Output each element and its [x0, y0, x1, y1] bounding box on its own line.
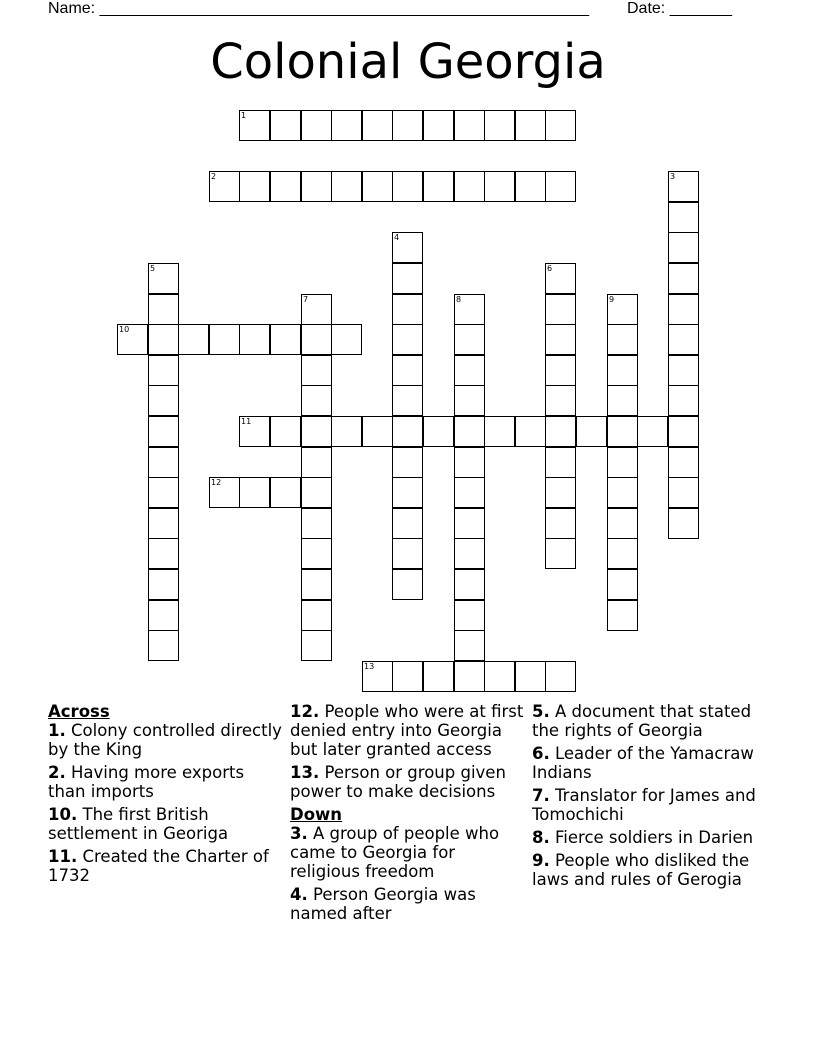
grid-cell[interactable] — [270, 171, 301, 202]
clue-column-3 — [532, 702, 770, 893]
grid-cell[interactable] — [545, 508, 576, 539]
grid-cell[interactable] — [454, 569, 485, 600]
clue-down-9: 9. People who disliked the laws and rules of Gerogia — [532, 851, 750, 889]
grid-cell[interactable] — [301, 569, 332, 600]
grid-cell[interactable] — [454, 110, 485, 141]
grid-cell[interactable] — [484, 661, 515, 692]
grid-cell[interactable] — [607, 324, 638, 355]
grid-cell[interactable] — [484, 171, 515, 202]
grid-cell[interactable] — [607, 294, 638, 325]
grid-cell[interactable] — [148, 355, 179, 386]
grid-cell[interactable] — [301, 630, 332, 661]
grid-cell[interactable] — [362, 661, 393, 692]
grid-cell[interactable] — [301, 508, 332, 539]
grid-cell[interactable] — [454, 538, 485, 569]
grid-cell[interactable] — [545, 661, 576, 692]
grid-cell[interactable] — [148, 538, 179, 569]
grid-cell[interactable] — [392, 477, 423, 508]
grid-cell[interactable] — [515, 110, 546, 141]
clue-across-10: 10. The first British settlement in Georiga — [48, 805, 229, 843]
grid-cell[interactable] — [545, 171, 576, 202]
grid-cell[interactable] — [607, 600, 638, 631]
grid-cell[interactable] — [423, 661, 454, 692]
grid-cell[interactable] — [454, 477, 485, 508]
grid-cell[interactable] — [301, 110, 332, 141]
grid-cell[interactable] — [209, 477, 240, 508]
grid-cell[interactable] — [668, 202, 699, 233]
clue-number: 12 — [211, 478, 222, 487]
grid-cell[interactable] — [607, 416, 638, 447]
grid-cell[interactable] — [515, 171, 546, 202]
grid-cell[interactable] — [423, 416, 454, 447]
grid-cell[interactable] — [454, 630, 485, 661]
clue-number: 8 — [456, 295, 462, 304]
grid-cell[interactable] — [392, 355, 423, 386]
grid-cell[interactable] — [545, 538, 576, 569]
clue-number: 3 — [670, 172, 676, 181]
grid-cell[interactable] — [515, 661, 546, 692]
clue-number: 5 — [150, 264, 156, 273]
clue-number: 6 — [547, 264, 553, 273]
grid-cell[interactable] — [545, 263, 576, 294]
grid-cell[interactable] — [607, 447, 638, 478]
grid-cell[interactable] — [484, 416, 515, 447]
grid-cell[interactable] — [362, 416, 393, 447]
clue-number: 2 — [211, 172, 217, 181]
grid-cell[interactable] — [239, 110, 270, 141]
grid-cell[interactable] — [454, 661, 485, 692]
grid-cell[interactable] — [668, 171, 699, 202]
grid-cell[interactable] — [301, 416, 332, 447]
grid-cell[interactable] — [423, 171, 454, 202]
grid-cell[interactable] — [392, 508, 423, 539]
grid-cell[interactable] — [454, 294, 485, 325]
grid-cell[interactable] — [515, 416, 546, 447]
grid-cell[interactable] — [545, 324, 576, 355]
clue-number: 13 — [364, 662, 375, 671]
grid-cell[interactable] — [454, 416, 485, 447]
grid-cell[interactable] — [392, 263, 423, 294]
grid-cell[interactable] — [270, 416, 301, 447]
clue-column-1 — [48, 702, 286, 889]
grid-cell[interactable] — [392, 232, 423, 263]
grid-cell[interactable] — [239, 477, 270, 508]
clue-across-13: 13. Person or group given power to make decisions — [290, 763, 506, 801]
clue-across-1: 1. Colony controlled directly by the King — [48, 721, 282, 759]
clue-down-4: 4. Person Georgia was named after — [290, 885, 476, 923]
grid-cell[interactable] — [454, 385, 485, 416]
grid-cell[interactable] — [392, 569, 423, 600]
name-field[interactable]: Name: _______________________________________________________ — [48, 0, 589, 17]
grid-cell[interactable] — [148, 477, 179, 508]
grid-cell[interactable] — [576, 416, 607, 447]
grid-cell[interactable] — [392, 110, 423, 141]
grid-cell[interactable] — [392, 324, 423, 355]
grid-cell[interactable] — [301, 600, 332, 631]
grid-cell[interactable] — [607, 355, 638, 386]
grid-cell[interactable] — [668, 508, 699, 539]
grid-cell[interactable] — [301, 294, 332, 325]
grid-cell[interactable] — [454, 355, 485, 386]
grid-cell[interactable] — [301, 447, 332, 478]
clue-number: 7 — [303, 295, 309, 304]
grid-cell[interactable] — [331, 324, 362, 355]
clue-down-3: 3. A group of people who came to Georgia for religious freedom — [290, 824, 500, 881]
grid-cell[interactable] — [545, 294, 576, 325]
grid-cell[interactable] — [209, 324, 240, 355]
grid-cell[interactable] — [239, 324, 270, 355]
grid-cell[interactable] — [423, 110, 454, 141]
grid-cell[interactable] — [270, 477, 301, 508]
clue-number: 4 — [394, 233, 400, 242]
grid-cell[interactable] — [484, 110, 515, 141]
grid-cell[interactable] — [607, 508, 638, 539]
grid-cell[interactable] — [362, 110, 393, 141]
clue-across-12: 12. People who were at first denied entry into Georgia but later granted access — [290, 702, 524, 759]
grid-cell[interactable] — [607, 569, 638, 600]
grid-cell[interactable] — [392, 416, 423, 447]
grid-cell[interactable] — [331, 171, 362, 202]
grid-cell[interactable] — [545, 110, 576, 141]
grid-cell[interactable] — [301, 538, 332, 569]
grid-cell[interactable] — [545, 416, 576, 447]
grid-cell[interactable] — [270, 324, 301, 355]
clue-number: 11 — [241, 417, 252, 426]
clue-number: 9 — [609, 295, 615, 304]
grid-cell[interactable] — [331, 110, 362, 141]
grid-cell[interactable] — [148, 447, 179, 478]
date-field[interactable]: Date: _______ — [627, 0, 732, 17]
clue-column-2 — [290, 702, 528, 927]
clue-across-2: 2. Having more exports than imports — [48, 763, 245, 801]
grid-cell[interactable] — [148, 630, 179, 661]
grid-cell[interactable] — [148, 416, 179, 447]
grid-cell[interactable] — [148, 263, 179, 294]
grid-cell[interactable] — [607, 385, 638, 416]
grid-cell[interactable] — [668, 263, 699, 294]
grid-cell[interactable] — [545, 355, 576, 386]
grid-cell[interactable] — [148, 569, 179, 600]
grid-cell[interactable] — [209, 171, 240, 202]
grid-cell[interactable] — [392, 447, 423, 478]
grid-cell[interactable] — [668, 355, 699, 386]
grid-cell[interactable] — [270, 110, 301, 141]
grid-cell[interactable] — [178, 324, 209, 355]
grid-cell[interactable] — [607, 477, 638, 508]
clue-across-11: 11. Created the Charter of 1732 — [48, 847, 269, 885]
grid-cell[interactable] — [117, 324, 148, 355]
grid-cell[interactable] — [301, 355, 332, 386]
grid-cell[interactable] — [392, 385, 423, 416]
grid-cell[interactable] — [392, 294, 423, 325]
clue-down-6: 6. Leader of the Yamacraw Indians — [532, 744, 754, 782]
grid-cell[interactable] — [668, 294, 699, 325]
grid-cell[interactable] — [668, 416, 699, 447]
grid-cell[interactable] — [454, 508, 485, 539]
grid-cell[interactable] — [239, 416, 270, 447]
grid-cell[interactable] — [454, 171, 485, 202]
grid-cell[interactable] — [301, 385, 332, 416]
grid-cell[interactable] — [454, 600, 485, 631]
grid-cell[interactable] — [454, 447, 485, 478]
grid-cell[interactable] — [148, 324, 179, 355]
clue-number: 1 — [241, 111, 247, 120]
clue-down-8: 8. Fierce soldiers in Darien — [532, 828, 754, 847]
clue-number: 10 — [119, 325, 130, 334]
grid-cell[interactable] — [607, 538, 638, 569]
grid-cell[interactable] — [668, 477, 699, 508]
clue-down-5: 5. A document that stated the rights of Georgia — [532, 702, 752, 740]
grid-cell[interactable] — [392, 538, 423, 569]
grid-cell[interactable] — [301, 324, 332, 355]
grid-cell[interactable] — [362, 171, 393, 202]
grid-cell[interactable] — [148, 385, 179, 416]
grid-cell[interactable] — [545, 477, 576, 508]
grid-cell[interactable] — [392, 661, 423, 692]
grid-cell[interactable] — [301, 171, 332, 202]
grid-cell[interactable] — [331, 416, 362, 447]
grid-cell[interactable] — [668, 324, 699, 355]
grid-cell[interactable] — [668, 232, 699, 263]
grid-cell[interactable] — [148, 508, 179, 539]
grid-cell[interactable] — [545, 447, 576, 478]
grid-cell[interactable] — [545, 385, 576, 416]
grid-cell[interactable] — [239, 171, 270, 202]
grid-cell[interactable] — [392, 171, 423, 202]
grid-cell[interactable] — [668, 447, 699, 478]
clue-down-7: 7. Translator for James and Tomochichi — [532, 786, 756, 824]
grid-cell[interactable] — [148, 600, 179, 631]
across-heading: Across — [48, 702, 110, 721]
grid-cell[interactable] — [637, 416, 668, 447]
grid-cell[interactable] — [668, 385, 699, 416]
grid-cell[interactable] — [301, 477, 332, 508]
grid-cell[interactable] — [148, 294, 179, 325]
down-heading: Down — [290, 805, 343, 824]
page-title: Colonial Georgia — [210, 34, 606, 90]
grid-cell[interactable] — [454, 324, 485, 355]
